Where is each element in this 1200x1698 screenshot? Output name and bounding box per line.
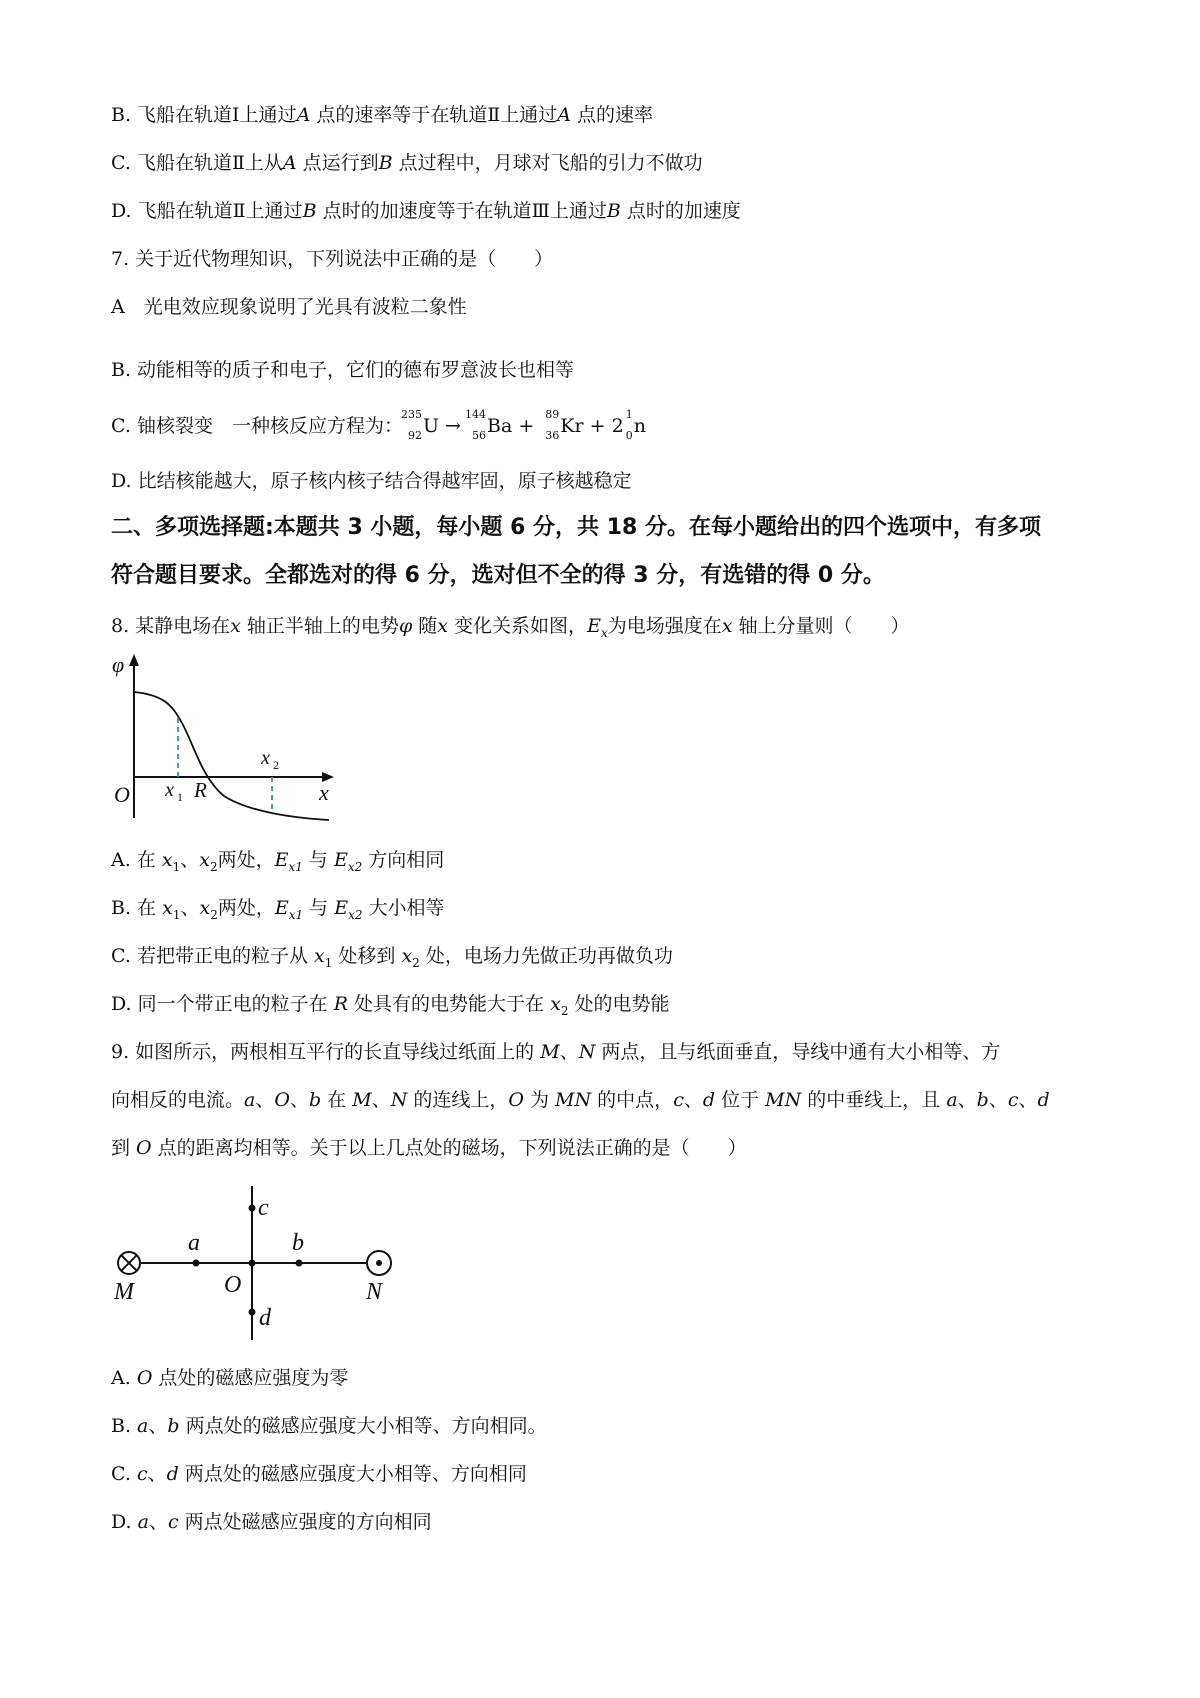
q7-option-c [111,408,646,442]
point-c [249,1205,256,1212]
text: 9. 如图所示，两根相互平行的长直导线过纸面上的 [111,1041,541,1063]
q8-option-d [111,992,670,1023]
var: x [721,615,733,637]
var: x [199,897,211,919]
var: a [137,1415,149,1437]
sub: x1 [288,859,303,874]
label-d: d [259,1305,271,1331]
var: M [540,1041,560,1063]
var: E [334,897,349,919]
label-a: a [188,1230,200,1256]
sub: 2 [560,1003,569,1018]
q6-option-c [111,151,703,175]
sub: x2 [347,859,363,874]
text: 为 [523,1089,556,1111]
point-b [296,1260,303,1267]
text: 处的电势能 [568,993,670,1015]
q9-option-b [111,1414,547,1438]
charge-number: 36 [545,429,560,442]
var: MN [555,1089,592,1111]
q8-option-a [111,848,444,879]
origin-label: O [114,782,130,807]
text: D. 同一个带正电的粒子在 [111,993,334,1015]
var: x [230,615,241,637]
text: 两点处的磁感应强度大小相等、方向相同 [178,1463,527,1485]
potential-curve [134,692,329,820]
point-label: A [282,152,297,174]
sub: 1 [172,859,181,874]
text: C. 飞船在轨道Ⅱ上从 [111,152,283,174]
text: 两点处的磁感应强度大小相等、方向相同。 [179,1415,547,1437]
var: d [1037,1089,1050,1111]
text: 点处的磁感应强度为零 [152,1367,349,1389]
text: 点过程中，月球对飞船的引力不做功 [392,152,703,174]
var: b [976,1089,989,1111]
r-label: R [194,778,207,802]
var: x [313,945,325,967]
q7-option-b: B. 动能相等的质子和电子，它们的德布罗意波长也相等 [111,359,575,381]
text: 、 [147,1463,167,1485]
point-label: A [296,104,311,126]
var: a [137,1511,149,1533]
text: 点运行到 [296,152,379,174]
var: N [390,1089,408,1111]
mass-number: 235 [400,408,422,421]
text: 与 [303,897,335,919]
sub: 2 [209,859,218,874]
var: x [161,849,173,871]
q6-option-b [111,103,653,127]
text: 轴正半轴上的电势 [240,615,399,637]
label-c: c [258,1195,269,1221]
text: 方向相同 [362,849,445,871]
point-label: B [606,200,621,222]
q9-option-d [111,1510,432,1534]
text: 两点，且与纸面垂直，导线中通有大小相等、方 [595,1041,1001,1063]
var: x [437,615,449,637]
text: 处，电场力先做正功再做负功 [419,945,673,967]
text: 点的速率等于在轨道Ⅱ上通过 [310,104,558,126]
q7-option-a: A 光电效应现象说明了光具有波粒二象性 [111,296,467,318]
var: x [550,993,561,1015]
sub: 2 [210,907,218,922]
sub: x2 [348,907,363,922]
var-sub: x [600,625,608,640]
text: 的连线上， [407,1089,509,1111]
var: E [587,615,601,637]
text: 两处， [217,849,275,871]
text: 大小相等 [362,897,445,919]
var: O [136,1367,153,1389]
point-label: B [302,200,317,222]
text: 、 [148,1511,168,1533]
var: b [167,1415,180,1437]
wire-n-out-of-page-icon [367,1251,391,1275]
magnetic-field-diagram [104,1180,414,1350]
var: E [333,849,348,871]
sub: x1 [288,907,304,922]
text: 的中点， [591,1089,674,1111]
var: O [274,1089,290,1111]
phi-axis-arrow-icon [129,654,139,666]
text: 、 [180,897,200,919]
text: 、 [988,1089,1008,1111]
text: 点的速率 [571,104,654,126]
x2-subscript: 2 [273,758,279,772]
nuclear-equation [400,408,646,442]
element-symbol: Kr [560,415,584,437]
text: 、 [683,1089,703,1111]
point-d [249,1309,256,1316]
charge-number: 92 [407,429,422,442]
var: E [274,849,289,871]
text: 处移到 [332,945,402,967]
q9-option-a [111,1366,348,1390]
text: 向相反的电流。 [111,1089,245,1111]
text: 、 [957,1089,977,1111]
plus-sign: + [518,415,535,437]
section-heading-line-1: 二、多项选择题:本题共 3 小题，每小题 6 分，共 18 分。在每小题给出的四个选项中，有多项 [111,515,1041,540]
var: a [946,1089,958,1111]
label-o: O [224,1272,242,1298]
element-symbol: Ba [486,415,513,437]
q9-stem-line-3 [111,1136,747,1160]
nuclide-index [624,408,634,442]
var: c [1007,1089,1019,1111]
q8-option-c [111,944,673,975]
var: E [274,897,289,919]
sub: 1 [172,907,181,922]
q9-option-c [111,1462,527,1486]
text: 变化关系如图， [448,615,588,637]
text: 位于 [715,1089,766,1111]
var: x [401,945,413,967]
text: 、 [255,1089,275,1111]
var: c [167,1511,179,1533]
var: c [136,1463,148,1485]
text: C. [111,1463,137,1485]
charge-number: 56 [471,429,486,442]
text: 的中垂线上，且 [801,1089,947,1111]
text: 、 [289,1089,309,1111]
x2-label: x [261,747,270,769]
text: 两点处磁感应强度的方向相同 [178,1511,432,1533]
text: 为电场强度在 [607,615,722,637]
point-a [193,1260,200,1267]
var: b [308,1089,322,1111]
mass-number: 144 [464,408,486,421]
var: O [508,1089,524,1111]
var: N [578,1041,596,1063]
text: 轴上分量则（ ） [732,615,910,637]
text: 、 [148,1415,168,1437]
var: φ [398,615,413,637]
text: B. 飞船在轨道Ⅰ上通过 [111,104,297,126]
text: B. [111,1415,138,1437]
q7-stem: 7. 关于近代物理知识，下列说法中正确的是（ ） [111,248,554,270]
text: A. [111,1367,137,1389]
plus-coefficient: + 2 [589,415,624,437]
text: 8. 某静电场在 [111,615,231,637]
var: MN [765,1089,802,1111]
text: D. 飞船在轨道Ⅱ上通过 [111,200,303,222]
sub: 2 [412,955,420,970]
mass-number: 89 [545,408,560,421]
var: M [352,1089,372,1111]
text: 到 [111,1137,137,1159]
var: d [702,1089,716,1111]
var: a [244,1089,256,1111]
text: 两处， [217,897,275,919]
phi-label: φ [112,652,125,677]
text: 、 [371,1089,391,1111]
var: x [199,849,210,871]
text: 处具有的电势能大于在 [348,993,551,1015]
wire-m-into-page-icon [118,1252,140,1274]
text: D. [111,1511,138,1533]
text: 在 [321,1089,353,1111]
x-label: x [319,780,329,805]
text: 与 [302,849,334,871]
text: 、 [1018,1089,1038,1111]
label-m: M [114,1279,134,1305]
arrow-icon: → [445,415,461,437]
var: O [136,1137,152,1159]
section-heading-line-2: 符合题目要求。全都选对的得 6 分，选对但不全的得 3 分，有选错的得 0 分。 [111,563,885,588]
point-o [249,1260,256,1267]
var: x [162,897,173,919]
text: C. 若把带正电的粒子从 [111,945,314,967]
text: C. 铀核裂变 一种核反应方程为： [111,415,403,437]
point-label: B [378,152,393,174]
point-label: A [557,104,571,126]
q7-option-d: D. 比结核能越大，原子核内核子结合得越牢固，原子核越稳定 [111,470,632,492]
q9-stem-line-1 [111,1040,1000,1064]
text: 随 [412,615,438,637]
nuclide-index [540,408,560,442]
text: B. 在 [111,897,163,919]
element-symbol: U [422,415,439,437]
sub: 1 [324,955,333,970]
q6-option-d [111,199,741,223]
x1-subscript: 1 [177,790,183,804]
text: 点时的加速度 [620,200,741,222]
mass-number: 1 [625,408,633,421]
q9-stem-line-2 [111,1088,1050,1112]
text: 、 [180,849,200,871]
label-b: b [292,1230,304,1256]
charge-number: 0 [625,429,633,442]
text: 点的距离均相等。关于以上几点处的磁场，下列说法正确的是（ ） [151,1137,747,1159]
text: 、 [559,1041,579,1063]
x1-label: x [165,779,174,801]
var: c [673,1089,684,1111]
var: R [333,993,348,1015]
element-symbol: n [633,415,646,437]
text: A. 在 [111,849,162,871]
text: 点时的加速度等于在轨道Ⅲ上通过 [316,200,607,222]
var: d [166,1463,179,1485]
label-n: N [366,1279,383,1305]
nuclide-index [400,408,423,442]
potential-graph [104,650,344,830]
nuclide-index [464,408,487,442]
q8-stem [111,614,910,645]
q8-option-b [111,896,445,927]
